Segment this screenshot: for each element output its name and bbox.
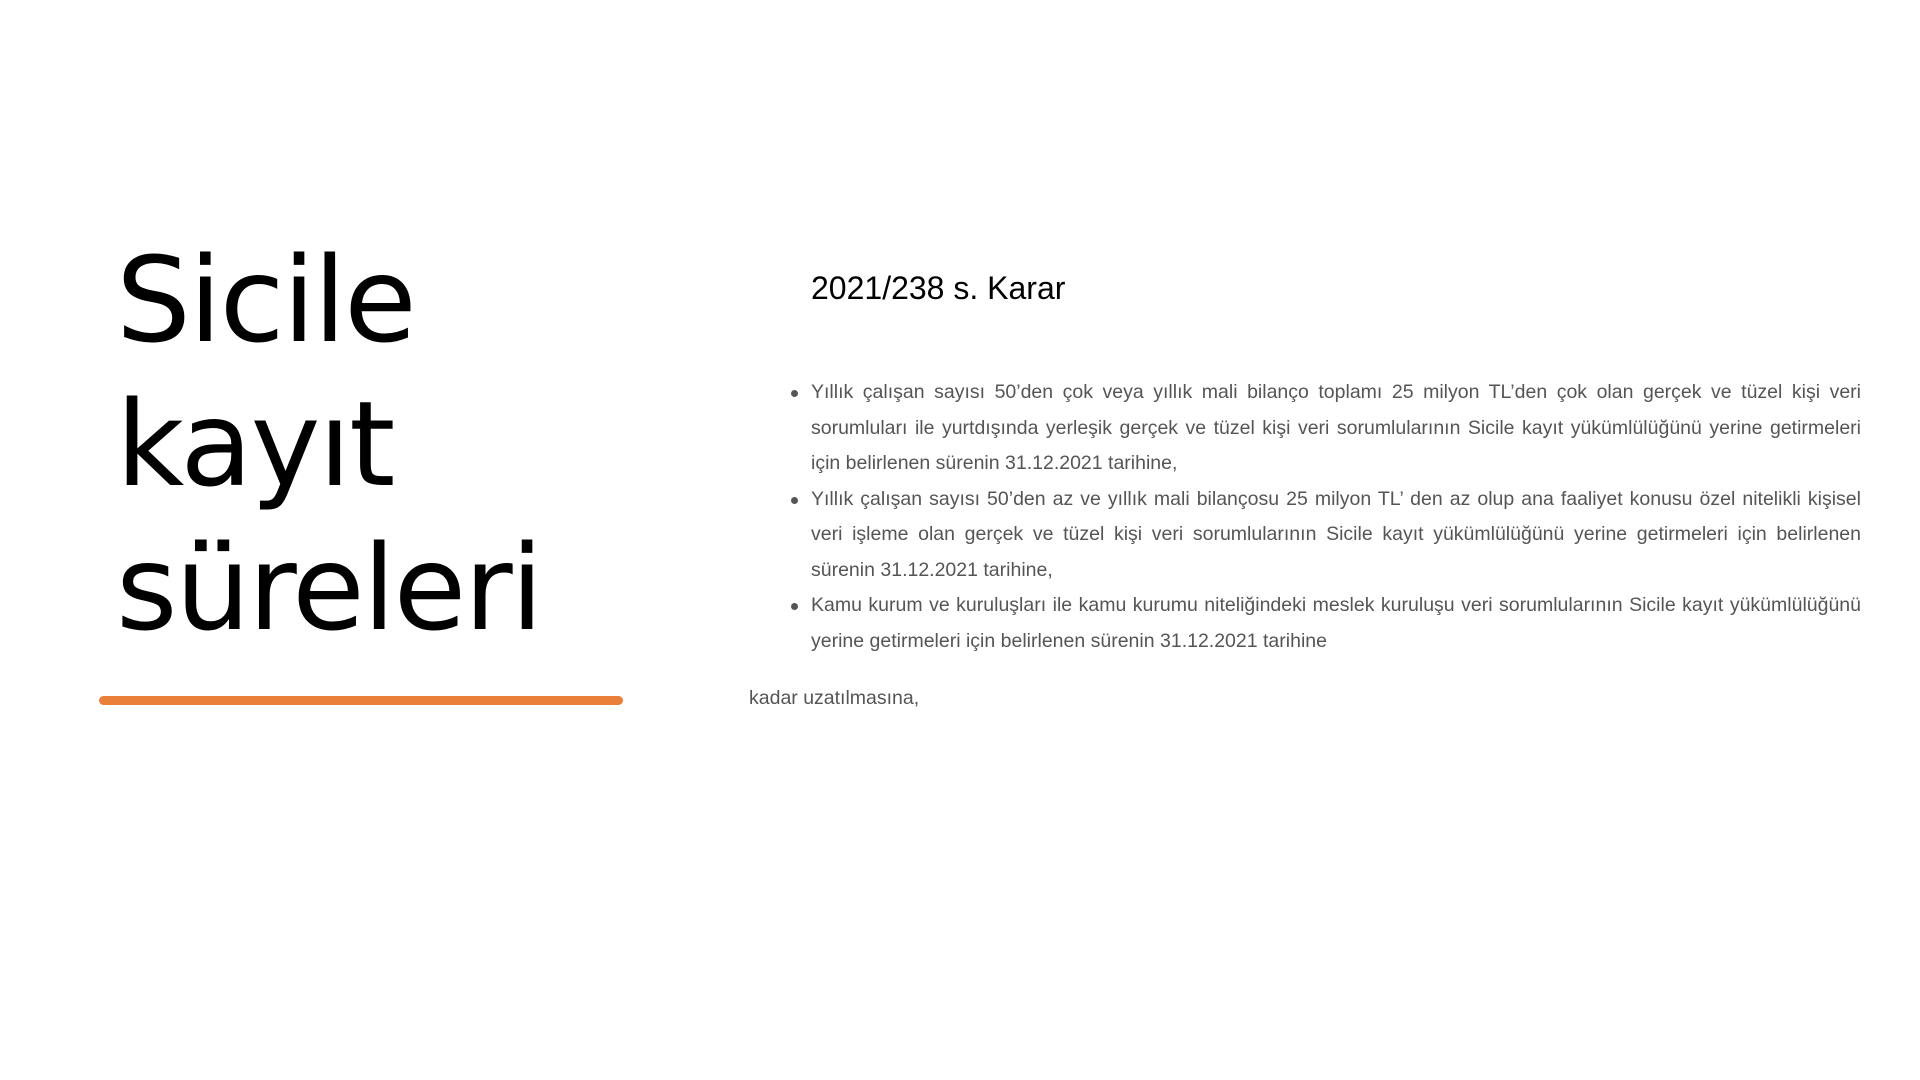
- bullet-dot-icon: [791, 390, 798, 397]
- bullet-item: [811, 482, 1861, 589]
- bullet-dot-icon: [791, 603, 798, 610]
- slide-title-line: süreleri: [116, 519, 542, 657]
- bullet-text: Yıllık çalışan sayısı 50’den çok veya yıllık mali bilanço toplamı 25 milyon TL’den çok olan gerçek ve tüzel kişi veri sorumluları ile yurtdışında yerleşik gerçek ve tüzel kişi veri sorumlularının Sicile kayıt yükümlülüğünü yerine getirmeleri için belirlenen sürenin 31.12.2021 tarihine,: [811, 381, 1861, 474]
- bullet-list: [811, 375, 1861, 659]
- slide-title: [116, 228, 636, 660]
- bullet-dot-icon: [791, 497, 798, 504]
- bullet-item: [811, 375, 1861, 482]
- bullet-item: [811, 588, 1861, 659]
- bullet-text: Kamu kurum ve kuruluşları ile kamu kurumu niteliğindeki meslek kuruluşu veri sorumlularının Sicile kayıt yükümlülüğünü yerine getirmeleri için belirlenen sürenin 31.12.2021 tarihine: [811, 594, 1861, 652]
- bullet-text: Yıllık çalışan sayısı 50’den az ve yıllık mali bilançosu 25 milyon TL’ den az olup ana faaliyet konusu özel nitelikli kişisel veri işleme olan gerçek ve tüzel kişi veri sorumlularının Sicile kayıt yükümlülüğünü yerine getirmeleri için belirlenen sürenin 31.12.2021 tarihine,: [811, 487, 1861, 581]
- slide-title-line: Sicile: [116, 231, 415, 369]
- title-accent-bar: [99, 696, 623, 705]
- closing-text: kadar uzatılmasına,: [749, 687, 920, 709]
- slide-title-line: kayıt: [116, 375, 394, 513]
- decision-heading: 2021/238 s. Karar: [811, 270, 1066, 306]
